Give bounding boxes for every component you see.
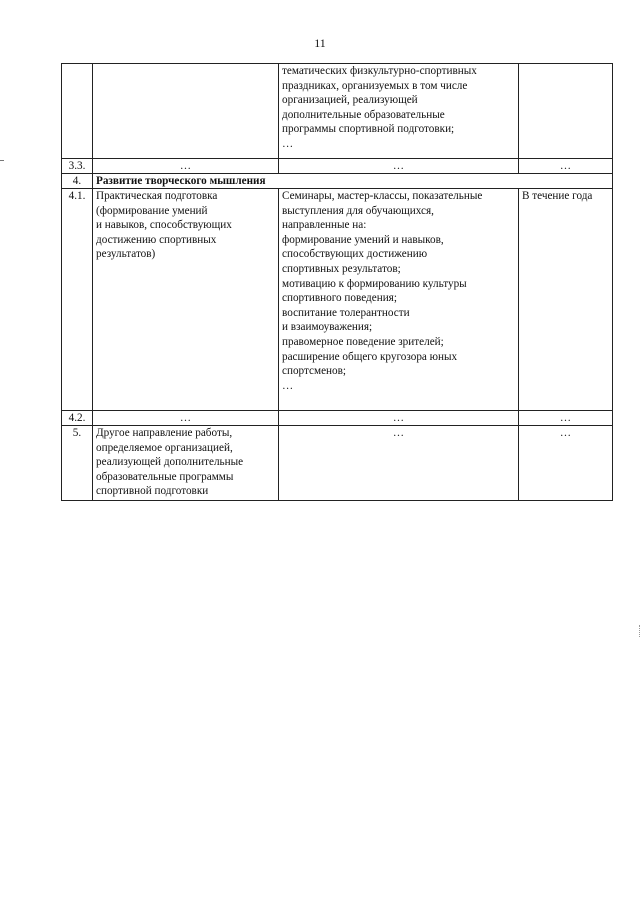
table-row-5 — [62, 426, 613, 501]
scan-margin-mark — [0, 160, 4, 161]
table-row-continuation — [62, 64, 613, 159]
direction-line: спортивной подготовки — [96, 485, 209, 498]
direction-line: результатов) — [96, 248, 156, 261]
table-row-3-3 — [62, 159, 613, 174]
row-number-cell — [62, 64, 93, 159]
activity-line: организацией, реализующей — [282, 94, 418, 107]
activity-line: спортивного поведения; — [282, 292, 397, 305]
activity-cell: … — [279, 159, 519, 174]
activity-line: расширение общего кругозора юных — [282, 350, 458, 363]
activity-line: … — [282, 137, 294, 150]
activity-plan-table — [61, 63, 613, 501]
time-cell — [519, 64, 613, 159]
activity-line: формирование умений и навыков, — [282, 233, 444, 246]
direction-line: реализующей дополнительные — [96, 456, 244, 469]
activity-cell — [279, 189, 519, 411]
direction-line: (формирование умений — [96, 204, 208, 217]
direction-cell: … — [93, 411, 279, 426]
activity-line: программы спортивной подготовки; — [282, 123, 455, 136]
activity-line: … — [282, 379, 294, 392]
activity-line: спортсменов; — [282, 365, 347, 378]
activity-line: и взаимоуважения; — [282, 321, 373, 334]
direction-line: достижению спортивных — [96, 233, 217, 246]
activity-line: праздниках, организуемых в том числе — [282, 79, 468, 92]
activity-line: выступления для обучающихся, — [282, 204, 434, 217]
direction-cell — [93, 189, 279, 411]
table-row-section-4 — [62, 174, 613, 189]
direction-cell: … — [93, 159, 279, 174]
page-number: 11 — [314, 36, 326, 50]
table-row-4-1 — [62, 189, 613, 411]
time-text: В течение года — [522, 190, 593, 202]
time-cell: … — [519, 159, 613, 174]
activity-line: тематических физкультурно-спортивных — [282, 65, 477, 77]
activity-cell: … — [279, 411, 519, 426]
section-title: Развитие творческого мышления — [93, 174, 613, 189]
activity-cell — [279, 64, 519, 159]
direction-line: определяемое организацией, — [96, 441, 233, 454]
direction-line: образовательные программы — [96, 470, 234, 483]
scan-margin-mark — [636, 625, 640, 637]
direction-cell — [93, 64, 279, 159]
direction-cell — [93, 426, 279, 501]
activity-line: воспитание толерантности — [282, 306, 410, 319]
row-number-cell: 4. — [62, 174, 93, 189]
table-row-4-2 — [62, 411, 613, 426]
activity-line: дополнительные образовательные — [282, 108, 445, 121]
activity-line: Семинары, мастер-классы, показательные — [282, 190, 483, 202]
row-number-cell: 3.3. — [62, 159, 93, 174]
activity-line: правомерное поведение зрителей; — [282, 335, 444, 348]
row-number-cell: 4.1. — [62, 189, 93, 411]
activity-line: спортивных результатов; — [282, 262, 401, 275]
activity-line: мотивацию к формированию культуры — [282, 277, 467, 290]
direction-line: Другое направление работы, — [96, 427, 233, 439]
direction-line: Практическая подготовка — [96, 190, 218, 202]
row-number-cell: 4.2. — [62, 411, 93, 426]
time-cell: … — [519, 411, 613, 426]
time-cell — [519, 189, 613, 411]
row-number-cell: 5. — [62, 426, 93, 501]
direction-line: и навыков, способствующих — [96, 219, 232, 232]
activity-cell: … — [279, 426, 519, 501]
activity-line: способствующих достижению — [282, 248, 428, 261]
time-cell: … — [519, 426, 613, 501]
activity-line: направленные на: — [282, 219, 367, 232]
